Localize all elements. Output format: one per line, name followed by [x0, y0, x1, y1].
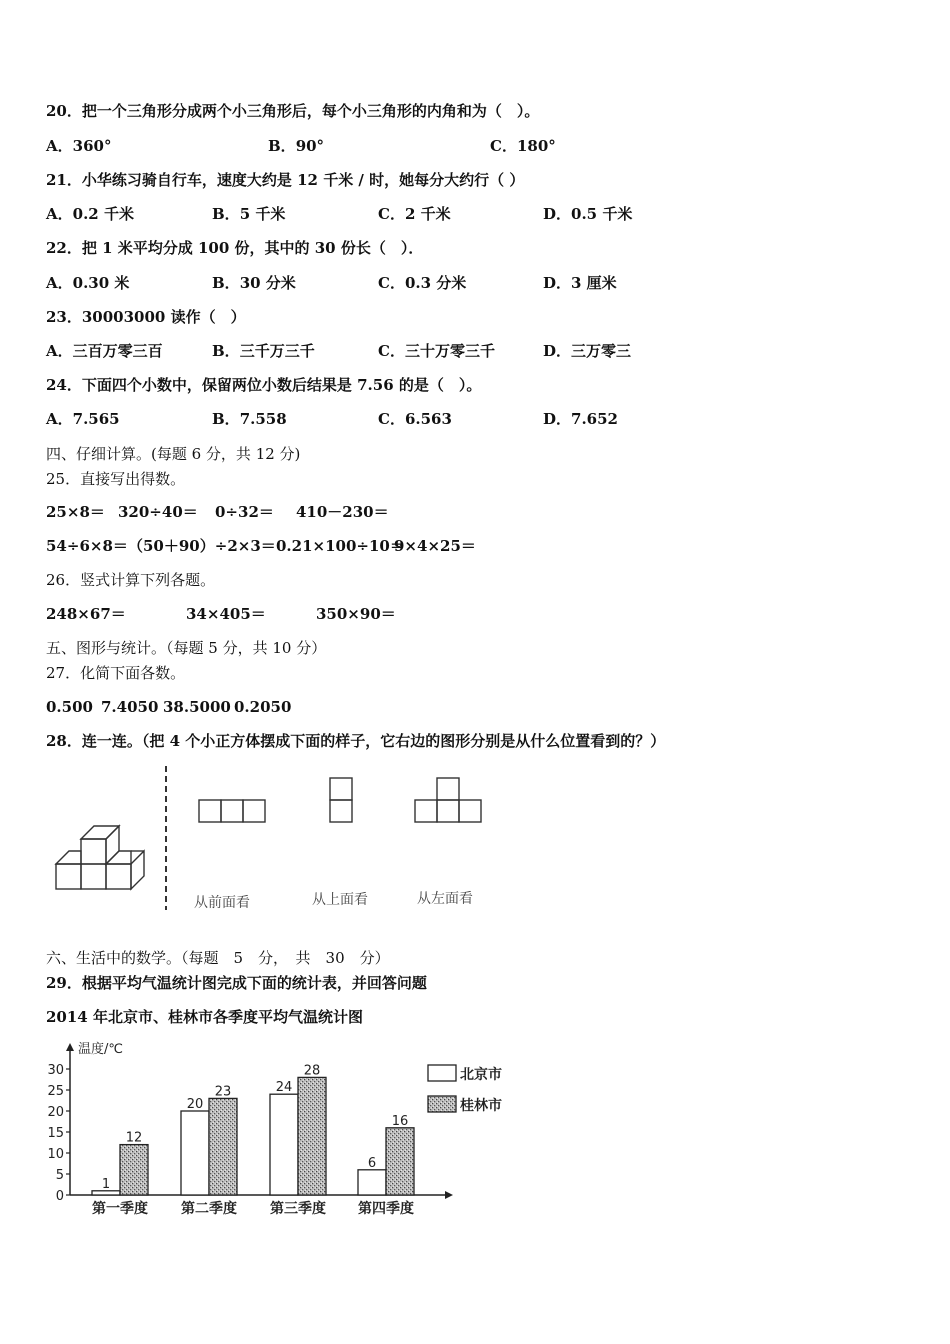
q22-option-b: B．30 分米: [212, 274, 296, 292]
q27-stem: 27．化简下面各数。: [46, 664, 186, 682]
q26-item: 34×405＝: [186, 605, 266, 623]
y-axis-arrow: [66, 1043, 74, 1051]
q22-stem: 22．把 1 米平均分成 100 份，其中的 30 份长（ ）．: [46, 239, 424, 257]
q21-stem: 21．小华练习骑自行车，速度大约是 12 千米 / 时，她每分大约行（ ）: [46, 171, 525, 189]
bar-value-label: 6: [367, 1155, 377, 1171]
q23-stem: 23．30003000 读作（ ）: [46, 308, 246, 326]
y-axis-ticks: [47, 1063, 70, 1204]
legend-swatch: [428, 1065, 456, 1081]
top-view-shape: [330, 778, 352, 822]
q21-option-c: C．2 千米: [378, 205, 451, 223]
q23-option-a: A．三百万零三百: [46, 342, 163, 360]
label-left-view: 从左面看: [417, 891, 473, 907]
q21-option-a: A．0.2 千米: [46, 205, 134, 223]
label-front-view: 从前面看: [194, 895, 250, 911]
bar-桂林市: [120, 1145, 148, 1195]
bar-value-label: 28: [303, 1063, 321, 1079]
q26-item: 248×67＝: [46, 605, 126, 623]
chart-legend: [428, 1065, 502, 1114]
y-tick-label: 25: [47, 1084, 64, 1099]
chart-bars: [92, 1063, 414, 1195]
q25-stem: 25．直接写出得数。: [46, 470, 186, 488]
q21-option-b: B．5 千米: [212, 205, 286, 223]
legend-swatch: [428, 1096, 456, 1112]
legend-label: 北京市: [460, 1067, 502, 1083]
bar-桂林市: [298, 1077, 326, 1195]
q22-option-d: D．3 厘米: [543, 274, 617, 292]
q25-item: 320÷40＝: [118, 503, 198, 521]
x-tick-label: 第一季度: [92, 1201, 148, 1217]
q23-option-c: C．三十万零三千: [378, 342, 495, 360]
q23-option-d: D．三万零三: [543, 342, 632, 360]
q25-item: 0.21×100÷10＝: [276, 537, 405, 555]
bar-桂林市: [209, 1098, 237, 1195]
x-tick-label: 第二季度: [181, 1201, 237, 1217]
q24-stem: 24．下面四个小数中，保留两位小数后结果是 7.56 的是（ ）。: [46, 376, 482, 394]
q25-item: 9×4×25＝: [394, 537, 476, 555]
y-tick-label: 15: [47, 1126, 64, 1141]
x-tick-label: 第三季度: [270, 1201, 326, 1217]
q22-option-a: A．0.30 米: [46, 274, 130, 292]
y-axis-label: 温度/℃: [78, 1042, 123, 1057]
q25-item: 410－230＝: [296, 503, 389, 521]
q25-item: （50＋90）÷2×3＝: [128, 537, 276, 555]
bar-北京市: [181, 1111, 209, 1195]
y-tick-label: 10: [47, 1147, 64, 1162]
q24-option-b: B．7.558: [212, 410, 287, 428]
y-tick-label: 0: [55, 1189, 64, 1204]
section-6-heading: 六、生活中的数学。（每题 5 分， 共 30 分）: [46, 949, 390, 967]
q27-item: 7.4050: [101, 698, 159, 716]
q21-option-d: D．0.5 千米: [543, 205, 633, 223]
label-top-view: 从上面看: [312, 892, 368, 908]
q20-option-a: A．360°: [46, 137, 112, 155]
bar-value-label: 1: [101, 1176, 111, 1192]
q25-item: 25×8＝: [46, 503, 105, 521]
q20-option-b: B．90°: [268, 137, 325, 155]
legend-label: 桂林市: [460, 1098, 502, 1114]
q28-stem: 28．连一连。（把 4 个小正方体摆成下面的样子，它右边的图形分别是从什么位置看到的？）: [46, 732, 666, 750]
left-view-shape: [415, 778, 481, 822]
section-5-heading: 五、图形与统计。（每题 5 分，共 10 分）: [46, 639, 327, 657]
x-tick-label: 第四季度: [358, 1201, 414, 1217]
y-tick-label: 30: [47, 1063, 64, 1078]
bar-value-label: 20: [186, 1097, 204, 1112]
q25-item: 54÷6×8＝: [46, 537, 128, 555]
section-4-heading: 四、仔细计算。(每题 6 分，共 12 分): [46, 445, 301, 463]
q24-option-d: D．7.652: [543, 410, 618, 428]
bar-桂林市: [386, 1128, 414, 1195]
bar-value-label: 23: [214, 1084, 232, 1100]
q29-stem: 29．根据平均气温统计图完成下面的统计表，并回答问题: [46, 974, 427, 992]
y-tick-label: 20: [47, 1105, 64, 1120]
bar-北京市: [358, 1170, 386, 1195]
q20-stem: 20．把一个三角形分成两个小三角形后，每个小三角形的内角和为（ ）。: [46, 102, 540, 120]
q24-option-a: A．7.565: [46, 410, 120, 428]
bar-value-label: 24: [275, 1080, 293, 1096]
bar-北京市: [270, 1094, 298, 1195]
q25-item: 0÷32＝: [215, 503, 274, 521]
x-axis-labels: [92, 1200, 414, 1217]
q23-option-b: B．三千万三千: [212, 342, 315, 360]
x-axis-arrow: [445, 1191, 453, 1199]
q22-option-c: C．0.3 分米: [378, 274, 467, 292]
front-view-shape: [199, 800, 265, 822]
q26-item: 350×90＝: [316, 605, 396, 623]
q27-item: 0.2050: [234, 698, 292, 716]
bar-value-label: 16: [391, 1113, 409, 1129]
q28-figure: [40, 760, 510, 920]
q26-stem: 26．竖式计算下列各题。: [46, 571, 216, 589]
q20-option-c: C．180°: [490, 137, 556, 155]
chart-title: 2014 年北京市、桂林市各季度平均气温统计图: [46, 1008, 363, 1026]
q27-item: 38.5000: [163, 698, 231, 716]
y-tick-label: 5: [55, 1168, 64, 1183]
q24-option-c: C．6.563: [378, 410, 452, 428]
cube-stack-drawing: [56, 826, 144, 889]
bar-value-label: 12: [125, 1130, 143, 1146]
q27-item: 0.500: [46, 698, 93, 716]
temperature-bar-chart: [40, 1035, 530, 1225]
